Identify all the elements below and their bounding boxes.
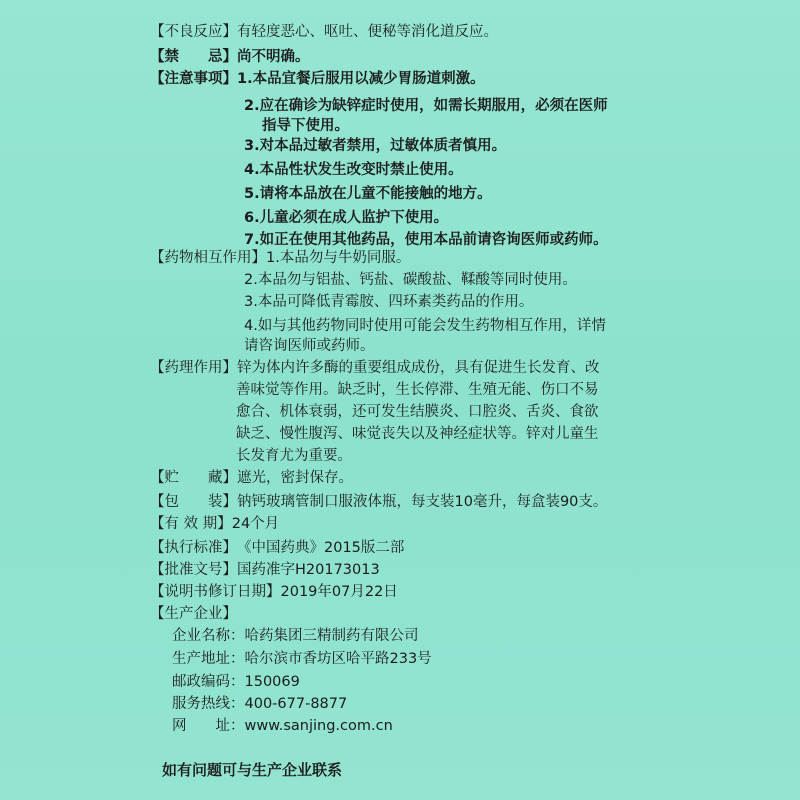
- adverse-label: 【不良反应】: [150, 24, 237, 40]
- validity-text: 24个月: [231, 516, 280, 532]
- company-key: 企业名称：: [172, 628, 245, 644]
- notes-item-3: 3.对本品过敏者禁用，过敏体质者慎用。: [244, 138, 507, 154]
- standard-row: [150, 536, 790, 560]
- contra-label: 【禁 忌】: [150, 49, 237, 65]
- pharm-line-1: 锌为体内许多酶的重要组成成份，具有促进生长发育、改: [237, 360, 600, 376]
- maker-label: 【生产企业】: [150, 606, 237, 622]
- adverse-row: [150, 20, 790, 44]
- interact-item-1: 1.本品勿与牛奶同服。: [266, 250, 411, 266]
- storage-label: 【贮 藏】: [150, 470, 237, 486]
- pharm-row: [150, 356, 790, 380]
- company-value: 哈药集团三精制药有限公司: [244, 628, 419, 644]
- approval-row: [150, 558, 790, 582]
- notes-label-row: [150, 67, 790, 91]
- company-value: 哈尔滨市香坊区哈平路233号: [244, 651, 432, 667]
- notes-item-1: 1.本品宜餐后服用以减少胃肠道刺激。: [237, 71, 485, 87]
- standard-label: 【执行标准】: [150, 540, 237, 556]
- company-key: 邮政编码：: [172, 674, 245, 690]
- package-row: [150, 490, 790, 514]
- pharm-line-3: 愈合、机体衰弱，还可发生结膜炎、口腔炎、舌炎、食欲: [236, 404, 599, 420]
- pharm-line-4: 缺乏、慢性腹泻、味觉丧失以及神经症状等。锌对儿童生: [236, 426, 599, 442]
- company-value: 150069: [244, 674, 300, 690]
- notes-item-7: 7.如正在使用其他药品，使用本品前请咨询医师或药师。: [244, 232, 608, 248]
- notes-item-4: 4.本品性状发生改变时禁止使用。: [244, 162, 463, 178]
- pharm-line-5: 长发育尤为重要。: [236, 448, 352, 464]
- revision-label: 【说明书修订日期】: [150, 584, 281, 600]
- storage-text: 遮光，密封保存。: [237, 470, 353, 486]
- contra-text: 尚不明确。: [237, 49, 310, 65]
- footer-contact-note: 如有问题可与生产企业联系: [162, 761, 343, 779]
- contra-row: [150, 45, 790, 69]
- company-website-row: [172, 714, 393, 738]
- company-value: www.sanjing.com.cn: [244, 718, 393, 734]
- validity-row: [150, 512, 790, 536]
- company-key: 服务热线：: [172, 696, 245, 712]
- notes-item-2-cont: 指导下使用。: [262, 118, 349, 134]
- pharm-label: 【药理作用】: [150, 360, 237, 376]
- validity-label: 【有 效 期】: [150, 516, 232, 532]
- revision-row: [150, 580, 790, 604]
- interact-row: [150, 246, 790, 270]
- storage-row: [150, 466, 790, 490]
- package-label: 【包 装】: [150, 494, 237, 510]
- company-postcode-row: [172, 670, 300, 694]
- maker-row: [150, 602, 790, 626]
- notes-item-2: 2.应在确诊为缺锌症时使用，如需长期服用，必须在医师: [244, 98, 608, 114]
- company-value: 400-677-8877: [244, 696, 348, 712]
- revision-text: 2019年07月22日: [280, 584, 398, 600]
- company-key: 网 址：: [172, 718, 245, 734]
- company-name-row: [172, 624, 419, 648]
- notes-item-6: 6.儿童必须在成人监护下使用。: [244, 210, 449, 226]
- company-key: 生产地址：: [172, 651, 245, 667]
- interact-item-4-cont: 请咨询医师或药师。: [244, 338, 375, 354]
- package-text: 钠钙玻璃管制口服液体瓶，每支装10毫升，每盒装90支。: [237, 494, 608, 510]
- notes-item-5: 5.请将本品放在儿童不能接触的地方。: [244, 186, 492, 202]
- approval-label: 【批准文号】: [150, 562, 237, 578]
- approval-text: 国药准字H20173013: [237, 562, 380, 578]
- notes-label: 【注意事项】: [150, 71, 237, 87]
- interact-item-4: 4.如与其他药物同时使用可能会发生药物相互作用，详情: [244, 318, 606, 334]
- company-address-row: [172, 647, 432, 671]
- interact-item-2: 2.本品勿与铝盐、钙盐、碳酸盐、鞣酸等同时使用。: [244, 272, 577, 288]
- pharm-line-2: 善味觉等作用。缺乏时，生长停滞、生殖无能、伤口不易: [236, 382, 599, 398]
- interact-label: 【药物相互作用】: [150, 250, 266, 266]
- adverse-text: 有轻度恶心、呕吐、便秘等消化道反应。: [237, 24, 498, 40]
- company-hotline-row: [172, 692, 347, 716]
- interact-item-3: 3.本品可降低青霉胺、四环素类药品的作用。: [244, 294, 534, 310]
- standard-text: 《中国药典》2015版二部: [237, 540, 405, 556]
